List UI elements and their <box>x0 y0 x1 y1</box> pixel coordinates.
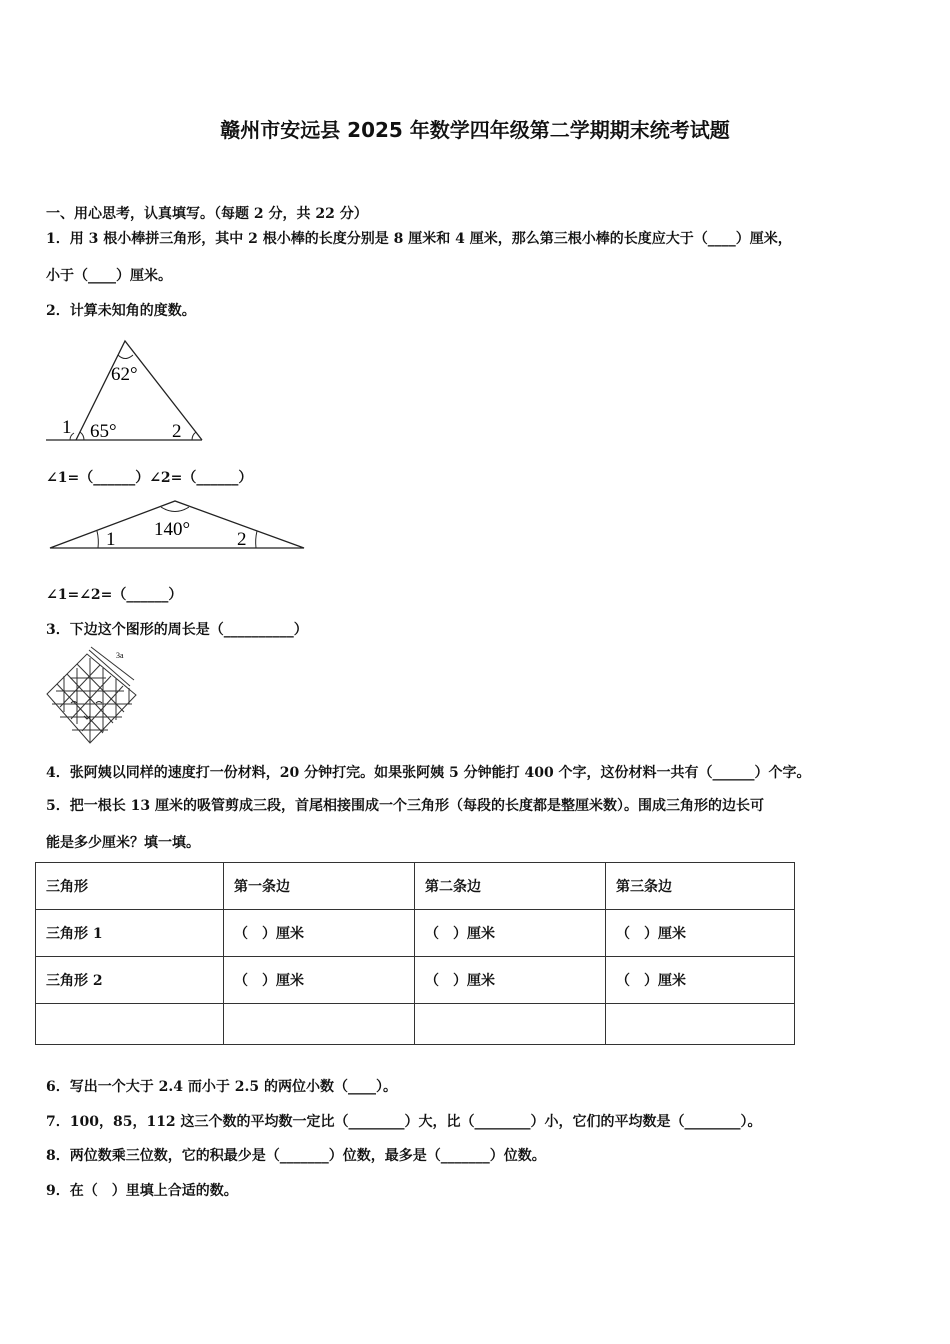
page-title: 赣州市安远县 2025 年数学四年级第二学期期末统考试题 <box>220 118 730 142</box>
table-cell[interactable]: （ ）厘米 <box>415 957 606 1004</box>
angle-65-label: 65° <box>90 421 117 442</box>
angle-140-label: 140° <box>154 519 191 540</box>
table-cell[interactable]: （ ）厘米 <box>606 910 795 957</box>
table-cell[interactable] <box>606 1004 795 1045</box>
angle-62-label: 62° <box>111 364 138 385</box>
side-label: 3a <box>116 651 124 660</box>
question-3: 3．下边这个图形的周长是（__________） <box>46 622 308 638</box>
table-cell[interactable] <box>415 1004 606 1045</box>
table-header-row <box>36 863 795 910</box>
table-header-cell: 第一条边 <box>224 863 415 910</box>
question-6: 6．写出一个大于 2.4 而小于 2.5 的两位小数（____）。 <box>46 1079 397 1095</box>
grid-face-figure <box>44 646 144 748</box>
table-cell: 三角形 2 <box>36 957 224 1004</box>
section-heading: 一、用心思考，认真填写。（每题 2 分，共 22 分） <box>46 206 368 222</box>
triangle-figure-2 <box>44 496 310 552</box>
table-cell[interactable]: （ ）厘米 <box>606 957 795 1004</box>
table-row <box>36 1004 795 1045</box>
angle-2-label: 2 <box>172 421 182 442</box>
angle-1-label: 1 <box>62 417 72 438</box>
table-header-cell: 第三条边 <box>606 863 795 910</box>
table-cell: 三角形 1 <box>36 910 224 957</box>
question-9: 9．在（ ）里填上合适的数。 <box>46 1183 238 1199</box>
table-row <box>36 957 795 1004</box>
table-cell[interactable] <box>36 1004 224 1045</box>
question-7: 7．100，85，112 这三个数的平均数一定比（________）大，比（________）小，它们的平均数是（________）。 <box>46 1114 762 1130</box>
table-cell[interactable]: （ ）厘米 <box>415 910 606 957</box>
table-header-cell: 三角形 <box>36 863 224 910</box>
question-2-answer-a: ∠1=（______）∠2=（______） <box>46 470 253 486</box>
question-5-line-2: 能是多少厘米？填一填。 <box>46 835 200 851</box>
question-5-line-1: 5．把一根长 13 厘米的吸管剪成三段，首尾相接围成一个三角形（每段的长度都是整厘米数）。围成三角形的边长可 <box>46 798 764 814</box>
table-cell[interactable] <box>224 1004 415 1045</box>
table-cell[interactable]: （ ）厘米 <box>224 910 415 957</box>
question-1-line-1: 1．用 3 根小棒拼三角形，其中 2 根小棒的长度分别是 8 厘米和 4 厘米，那么第三根小棒的长度应大于（____）厘米， <box>46 231 792 247</box>
question-1-line-2: 小于（____）厘米。 <box>46 268 172 284</box>
question-8: 8．两位数乘三位数，它的积最少是（_______）位数，最多是（_______）位数。 <box>46 1148 546 1164</box>
question-4: 4．张阿姨以同样的速度打一份材料，20 分钟打完。如果张阿姨 5 分钟能打 400 个字，这份材料一共有（______）个字。 <box>46 765 811 781</box>
table-header-cell: 第二条边 <box>415 863 606 910</box>
question-2-answer-b: ∠1=∠2=（______） <box>46 587 183 603</box>
angle-1-label: 1 <box>106 529 116 550</box>
triangle-figure-1 <box>44 336 214 448</box>
triangle-table <box>35 862 795 1045</box>
table-cell[interactable]: （ ）厘米 <box>224 957 415 1004</box>
angle-2-label: 2 <box>237 529 247 550</box>
question-2: 2．计算未知角的度数。 <box>46 303 196 319</box>
table-row <box>36 910 795 957</box>
